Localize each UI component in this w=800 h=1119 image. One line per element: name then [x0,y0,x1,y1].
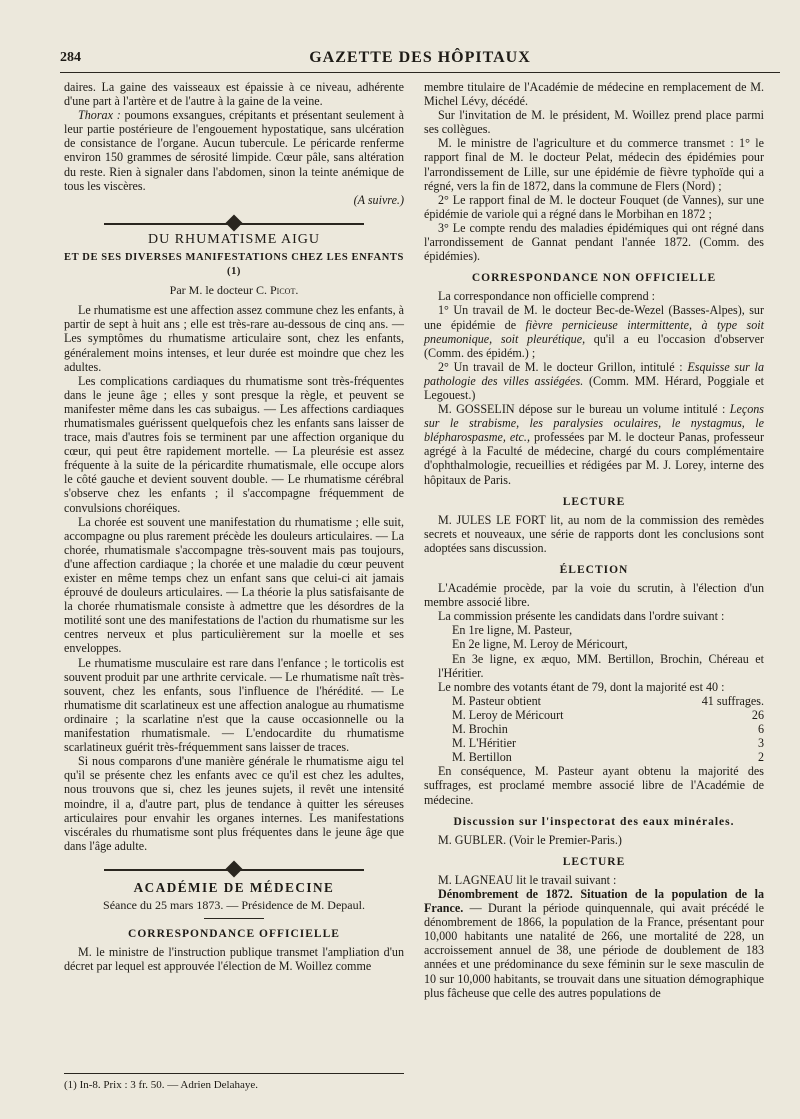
candidate-line: En 2e ligne, M. Leroy de Méricourt, [452,637,628,652]
lecture-heading: LECTURE [562,855,626,868]
paragraph [424,887,764,1000]
paragraph: M. le ministre de l'agriculture et du commerce transmet : 1° le rapport final de M. le docteur Pelat, médecin des épidémies pour l'arrondissement de Lille, sur une épidémie de fièvre typhoïde qui a régné, vers la fin de 1872, dans la commune de Flers (Nord) ; [424,136,764,193]
paragraph: En conséquence, M. Pasteur ayant obtenu la majorité des suffrages, est proclamé membre associé libre de l'Académie de médecine. [424,764,764,807]
paragraph: Le rhumatisme est une affection assez commune chez les enfants, à partir de sept à huit ans ; elle est très-rare au-dessous de cinq ans. — Les symptômes du rhumatisme articulaire sont, chez les enfants, généralement moins intenses, et leur durée est moindre que chez les adultes. [64,303,404,374]
paragraph: 2° Le rapport final de M. le docteur Fouquet (de Vannes), sur une épidémie de variole qui a régné dans le Morbihan en 1872 ; [424,192,764,221]
paragraph [424,303,764,359]
right-column [424,80,764,1000]
vote-count: 2 [757,750,764,765]
italic-run: Esquisse sur la pathologie des villes assiégées. [424,359,764,388]
paragraph: M. LAGNEAU lit le travail suivant : [438,872,617,887]
thorax-label: Thorax : [78,108,121,123]
journal-title: GAZETTE DES HÔPITAUX [309,49,531,66]
article-subtitle: ET DE SES DIVERSES MANIFESTATIONS CHEZ LES ENFANTS (1) [64,251,404,278]
paragraph: La commission présente les candidats dans l'ordre suivant : [438,609,725,624]
to-be-continued: (A suivre.) [353,192,404,207]
vote-name: M. Brochin [452,722,508,737]
left-column [64,80,404,973]
paragraph: La chorée est souvent une manifestation du rhumatisme ; elle suit, accompagne ou plus rarement précède les douleurs articulaires. — La chorée, rhumatismale s'accompagne très-souvent mais pas toujours, d'une affection cardiaque ; la chorée et une maladie du cœur peuvent exister en même temps chez un enfant sans que celui-ci ait jamais éprouvé de douleurs articulaires. — La théorie la plus satisfaisante de la chorée rhumatismale consiste à admettre que les désordres de la motilité sont une des manifestations de l'action du rhumatisme sur les centres nerveux et plus particulièrement sur la moelle et ses enveloppes. [64,514,404,656]
footnote-rule [64,1073,404,1074]
paragraph: M. GUBLER. (Voir le Premier-Paris.) [438,832,622,847]
vote-name: M. Bertillon [452,750,512,765]
vote-name: M. L'Héritier [452,736,516,751]
paragraph: 3° Le compte rendu des maladies épidémiques qui ont régné dans l'arrondissement de Gannat pendant l'année 1872. (Comm. des épidémies). [424,220,764,264]
vote-row [424,694,764,708]
paragraph [424,402,764,487]
italic-run: fièvre pernicieuse intermittente, à type soit pneumonique, soit pleurétique, [424,317,764,346]
vote-row [424,736,764,750]
vote-count: 6 [757,722,764,737]
academy-heading: ACADÉMIE DE MÉDECINE [133,879,335,895]
footnote: (1) In-8. Prix : 3 fr. 50. — Adrien Delahaye. [64,1079,258,1091]
official-correspondence-heading: CORRESPONDANCE OFFICIELLE [128,928,340,941]
italic-run: Leçons sur le strabisme, les paralysies oculaires, le nystagmus, le blépharospasme, etc., [424,402,764,445]
candidate-line: En 1re ligne, M. Pasteur, [452,623,573,638]
text-run: professées par M. le docteur Panas, professeur agrégé à la Faculté de médecine, chargé du cours complémentaire d'ophthalmologie, recueillies et rédigées par M. J. Lorey, interne des hôpitaux de Paris. [424,430,764,487]
paragraph: Le nombre des votants étant de 79, dont la majorité est 40 : [438,679,725,694]
vote-row [424,750,764,764]
text-run: M. GOSSELIN dépose sur le bureau un volume intitulé : [438,402,726,417]
text-run: qu'il a eu l'occasion d'observer (Comm. des épidém.) ; [424,331,764,360]
vote-count: 3 [757,736,764,751]
author-prefix: Par M. le docteur [169,283,253,298]
discussion-heading: Discussion sur l'inspectorat des eaux minérales. [453,815,735,828]
section-divider [104,213,364,225]
paragraph: L'Académie procède, par la voie du scrutin, à l'élection d'un membre associé libre. [424,581,764,610]
author-name: C. Picot. [255,283,299,298]
election-heading: ÉLECTION [559,564,629,576]
paragraph: Les complications cardiaques du rhumatisme sont très-fréquentes dans le jeune âge ; elles y sont presque la règle, et peuvent se manifester même dans les cas subaigus. — Les affections cardiaques rhumatismales guérissent quelquefois chez les enfants sans laisser de trace, mais d'autres fois se terminent par une affection organique du cœur, qui peut être rapidement mortelle. — La pleurésie est assez fréquente à la suite de la péricardite rhumatismale, elle occupe alors le côté gauche et devient souvent double. — Le rhumatisme cérébral s'observe chez les enfants ; il s'accompagne fréquemment de convulsions choréiques. [64,373,404,515]
bold-run: Dénombrement de 1872. Situation de la population de la France. [424,886,764,916]
paragraph [64,108,404,193]
paragraph: Le rhumatisme musculaire est rare dans l'enfance ; le torticolis est souvent produit par une arthrite cervicale. — Le rhumatisme naît très-souvent, chez les enfants, sous l'influence de l'hérédité. — Le rhumatisme dit scarlatineux est une affection analogue au rhumatisme ordinaire ; la scarlatine n'est que la cause occasionnelle ou la manifestation rhumatismale. — L'endocardite du rhumatisme scarlatineux guérit très-fréquemment sans laisser de traces. [64,655,404,755]
text-run: (Comm. MM. Hérard, Poggiale et Legouest.) [424,373,764,402]
thorax-text: poumons exsangues, crépitants et présentant seulement à leur partie postérieure de l'engouement hypostatique, sans ulcération de consistance de l'organe. Aucun tubercule. Le péricarde renferme environ 150 grammes de sérosité limpide. Cœur pâle, sans altération du reste. Rien à signaler dans l'abdomen, sinon la teinte anémique de tous les viscères. [64,108,404,193]
paragraph [424,360,764,402]
short-rule [204,918,264,919]
vote-name: M. Pasteur obtient [452,693,542,708]
academy-session: Séance du 25 mars 1873. — Présidence de M. Depaul. [103,897,365,912]
vote-name: M. Leroy de Méricourt [452,707,564,722]
vote-row [424,722,764,736]
paragraph: La correspondance non officielle comprend : [438,289,656,304]
paragraph: M. le ministre de l'instruction publique transmet l'ampliation d'un décret par lequel est approuvée l'élection de M. Woillez comme [64,945,404,974]
paragraph: M. JULES LE FORT lit, au nom de la commission des remèdes secrets et nouveaux, une série de rapports dont les conclusions sont adoptées sans discussion. [424,512,764,555]
lecture-heading: LECTURE [562,495,626,508]
page-header [60,48,780,73]
article-title: DU RHUMATISME AIGU [147,231,320,247]
paragraph: membre titulaire de l'Académie de médecine en remplacement de M. Michel Lévy, décédé. [424,80,764,109]
vote-count: 41 suffrages. [701,693,764,708]
paragraph: Sur l'invitation de M. le président, M. Woillez prend place parmi ses collègues. [424,108,764,137]
paragraph: Si nous comparons d'une manière générale le rhumatisme aigu tel qu'il se présente chez les enfants avec ce qu'il est chez les adultes, nous trouvons que si, chez les jeunes sujets, il revêt une intensité moindre, il a, d'autre part, plus de tendance à quitter les séreuses articulaires pour envahir les organes internes. Les manifestations viscérales du rhumatisme sont plus fréquentes dans le jeune âge que dans l'âge adulte. [64,754,404,853]
section-divider [104,859,364,871]
vote-row [424,708,764,722]
vote-count: 26 [751,707,764,722]
page-number: 284 [60,50,81,65]
candidate-line: En 3e ligne, ex æquo, MM. Bertillon, Brochin, Chéreau et l'Héritier. [438,651,764,680]
text-run: 1° Un travail de M. le docteur Bec-de-Wezel (Basses-Alpes), sur une épidémie de [424,303,764,332]
text-run: 2° Un travail de M. le docteur Grillon, intitulé : [438,359,683,374]
non-official-correspondence-heading: CORRESPONDANCE NON OFFICIELLE [471,272,717,285]
paragraph: daires. La gaine des vaisseaux est épaissie à ce niveau, adhérente d'une part à l'artère et de l'autre à la gaine de la veine. [64,80,404,109]
article-author [64,283,404,297]
text-run: — Durant la période quinquennale, qui avait précédé le dénombrement de 1866, la population de la France, présentant pour 10,000 habitants une natalité de 266, une mortalité de 228, un accroissement annuel de 38, une période de doublement de 183 années et une prédominance du sexe féminin sur le sexe masculin de 10 sur 10,000 habitants, se trouvait dans une situation démographique plus fâcheuse que celle des autres populations de [424,901,764,1000]
